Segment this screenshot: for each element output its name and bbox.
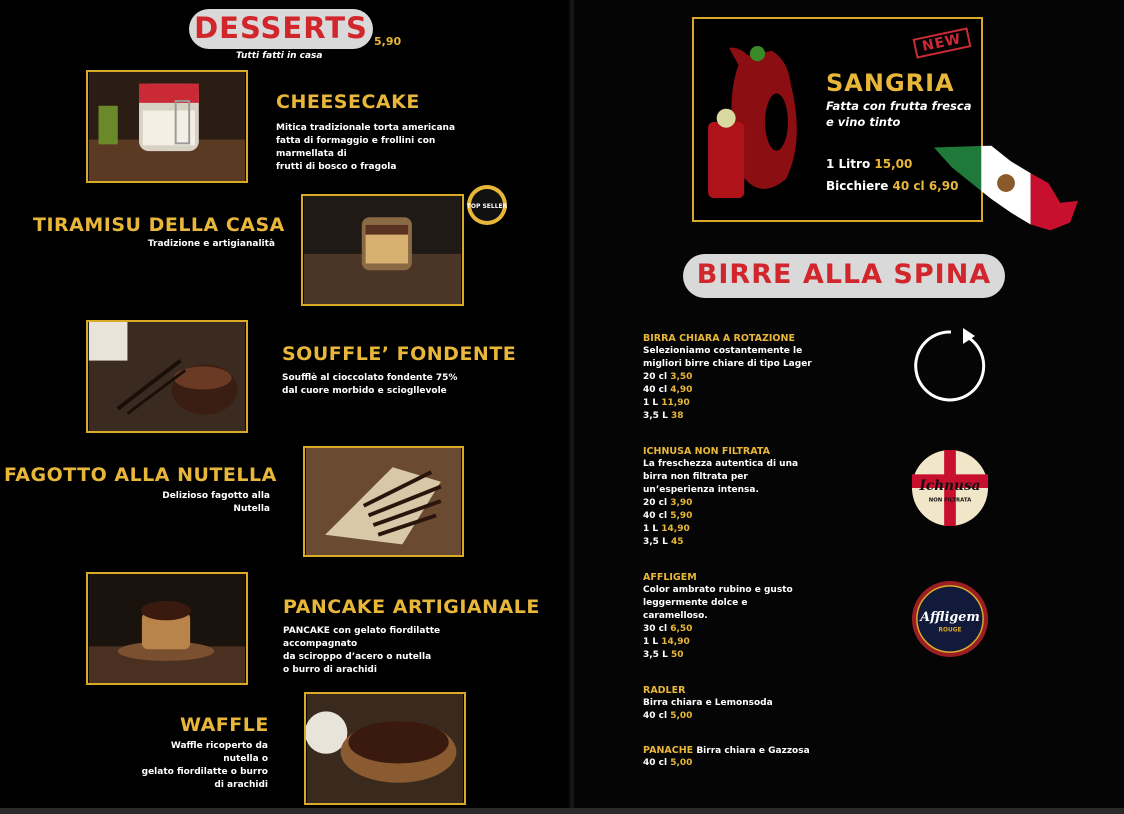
- waffle-photo: [304, 692, 466, 805]
- beer-ichnusa-price-3: 1 L 14,90: [643, 524, 690, 534]
- desserts-price: 5,90: [374, 35, 402, 48]
- fagotto-crepe-icon: [305, 448, 462, 555]
- book-spine: [568, 0, 576, 814]
- waffle-title: WAFFLE: [180, 714, 269, 736]
- desserts-subtitle: Tutti fatti in casa: [236, 51, 323, 61]
- beer-ichnusa-title: ICHNUSA NON FILTRATA: [643, 446, 770, 457]
- pancake-title: PANCAKE ARTIGIANALE: [283, 596, 540, 618]
- new-badge: NEW: [913, 27, 972, 58]
- beer-panache-row: [643, 744, 810, 758]
- beers-heading: BIRRE ALLA SPINA: [683, 254, 1005, 298]
- beer-ichnusa-price-4: 3,5 L 45: [643, 537, 684, 547]
- waffle-desc: Waffle ricoperto da nutella o gelato fiordilatte o burro di arachidi: [141, 741, 268, 790]
- fagotto-photo: [303, 446, 464, 557]
- rotation-arrow-icon: [911, 324, 991, 408]
- beer-panache-title: PANACHE: [643, 745, 694, 756]
- beer-ichnusa-desc: La freschezza autentica di una birra non filtrata per un’esperienza intensa.: [643, 459, 799, 495]
- beer-panache-price-1: 40 cl 5,00: [643, 758, 693, 768]
- beer-rotazione-desc: Selezioniamo costantemente le migliori birre chiare di tipo Lager: [643, 346, 812, 369]
- svg-text:NON FILTRATA: NON FILTRATA: [928, 497, 972, 504]
- tiramisu-photo: [301, 194, 464, 306]
- pancake-icon: [88, 574, 246, 683]
- beer-radler-title: RADLER: [643, 685, 686, 696]
- beer-affligem-price-1: 30 cl 6,50: [643, 624, 693, 634]
- sangria-liter-price: 1 Litro 15,00: [826, 157, 913, 171]
- cheesecake-photo: [86, 70, 248, 183]
- beer-ichnusa-price-2: 40 cl 5,90: [643, 511, 693, 521]
- beer-rotazione-price-1: 20 cl 3,50: [643, 372, 693, 382]
- sangria-glass-price: Bicchiere 40 cl 6,90: [826, 179, 959, 193]
- sangria-subtitle: Fatta con frutta fresca e vino tinto: [826, 99, 972, 129]
- tiramisu-jar-icon: [303, 196, 462, 304]
- sangria-pitcher-icon: [700, 27, 815, 217]
- beer-rotazione-price-3: 1 L 11,90: [643, 398, 690, 408]
- beer-affligem-desc: Color ambrato rubino e gusto leggermente dolce e caramelloso.: [643, 585, 793, 621]
- fagotto-desc: Delizioso fagotto alla Nutella: [162, 491, 270, 514]
- tiramisu-title: TIRAMISU DELLA CASA: [33, 214, 285, 236]
- svg-text:Affligem: Affligem: [920, 608, 980, 624]
- waffle-icon: [306, 694, 464, 803]
- beer-affligem-title: AFFLIGEM: [643, 572, 697, 583]
- cheesecake-title: CHEESECAKE: [276, 91, 420, 113]
- beer-rotazione-price-2: 40 cl 4,90: [643, 385, 693, 395]
- mexico-flag-map-icon: [932, 143, 1080, 233]
- beer-ichnusa-price-1: 20 cl 3,90: [643, 498, 693, 508]
- souffle-title: SOUFFLE’ FONDENTE: [282, 343, 517, 365]
- tiramisu-desc: Tradizione e artigianalità: [147, 239, 275, 249]
- cheesecake-desc: Mitica tradizionale torta americana fatta di formaggio e frollini con marmellata di frutti di bosco o fragola: [276, 123, 456, 172]
- svg-text:Ichnusa: Ichnusa: [919, 477, 981, 494]
- beer-affligem-price-2: 1 L 14,90: [643, 637, 690, 647]
- ichnusa-logo-icon: [911, 449, 989, 527]
- beer-affligem-price-3: 3,5 L 50: [643, 650, 684, 660]
- top-seller-badge-label: TOP SELLER: [466, 203, 508, 210]
- desserts-heading: DESSERTS: [189, 9, 373, 49]
- souffle-desc: Soufflè al cioccolato fondente 75% dal cuore morbido e sciogllevole: [282, 373, 458, 396]
- beer-radler-desc: Birra chiara e Lemonsoda: [643, 698, 773, 708]
- pancake-desc: PANCAKE con gelato fiordilatte accompagnato da sciroppo d’acero o nutella o burro di arachidi: [283, 626, 441, 675]
- beer-panache-desc: Birra chiara e Gazzosa: [696, 746, 810, 756]
- fagotto-title: FAGOTTO ALLA NUTELLA: [4, 464, 277, 486]
- cheesecake-jar-icon: [88, 72, 246, 181]
- beer-rotazione-price-4: 3,5 L 38: [643, 411, 684, 421]
- beer-rotazione-title: BIRRA CHIARA A ROTAZIONE: [643, 333, 795, 344]
- bottom-strip: [0, 808, 1124, 814]
- svg-text:ROUGE: ROUGE: [938, 627, 962, 634]
- sangria-title: SANGRIA: [826, 69, 955, 97]
- souffle-photo: [86, 320, 248, 433]
- affligem-logo-icon: [911, 580, 989, 658]
- top-seller-badge: [466, 184, 508, 226]
- top-seller-seal-icon: [466, 184, 508, 226]
- beer-radler-price-1: 40 cl 5,00: [643, 711, 693, 721]
- souffle-icon: [88, 322, 246, 431]
- pancake-photo: [86, 572, 248, 685]
